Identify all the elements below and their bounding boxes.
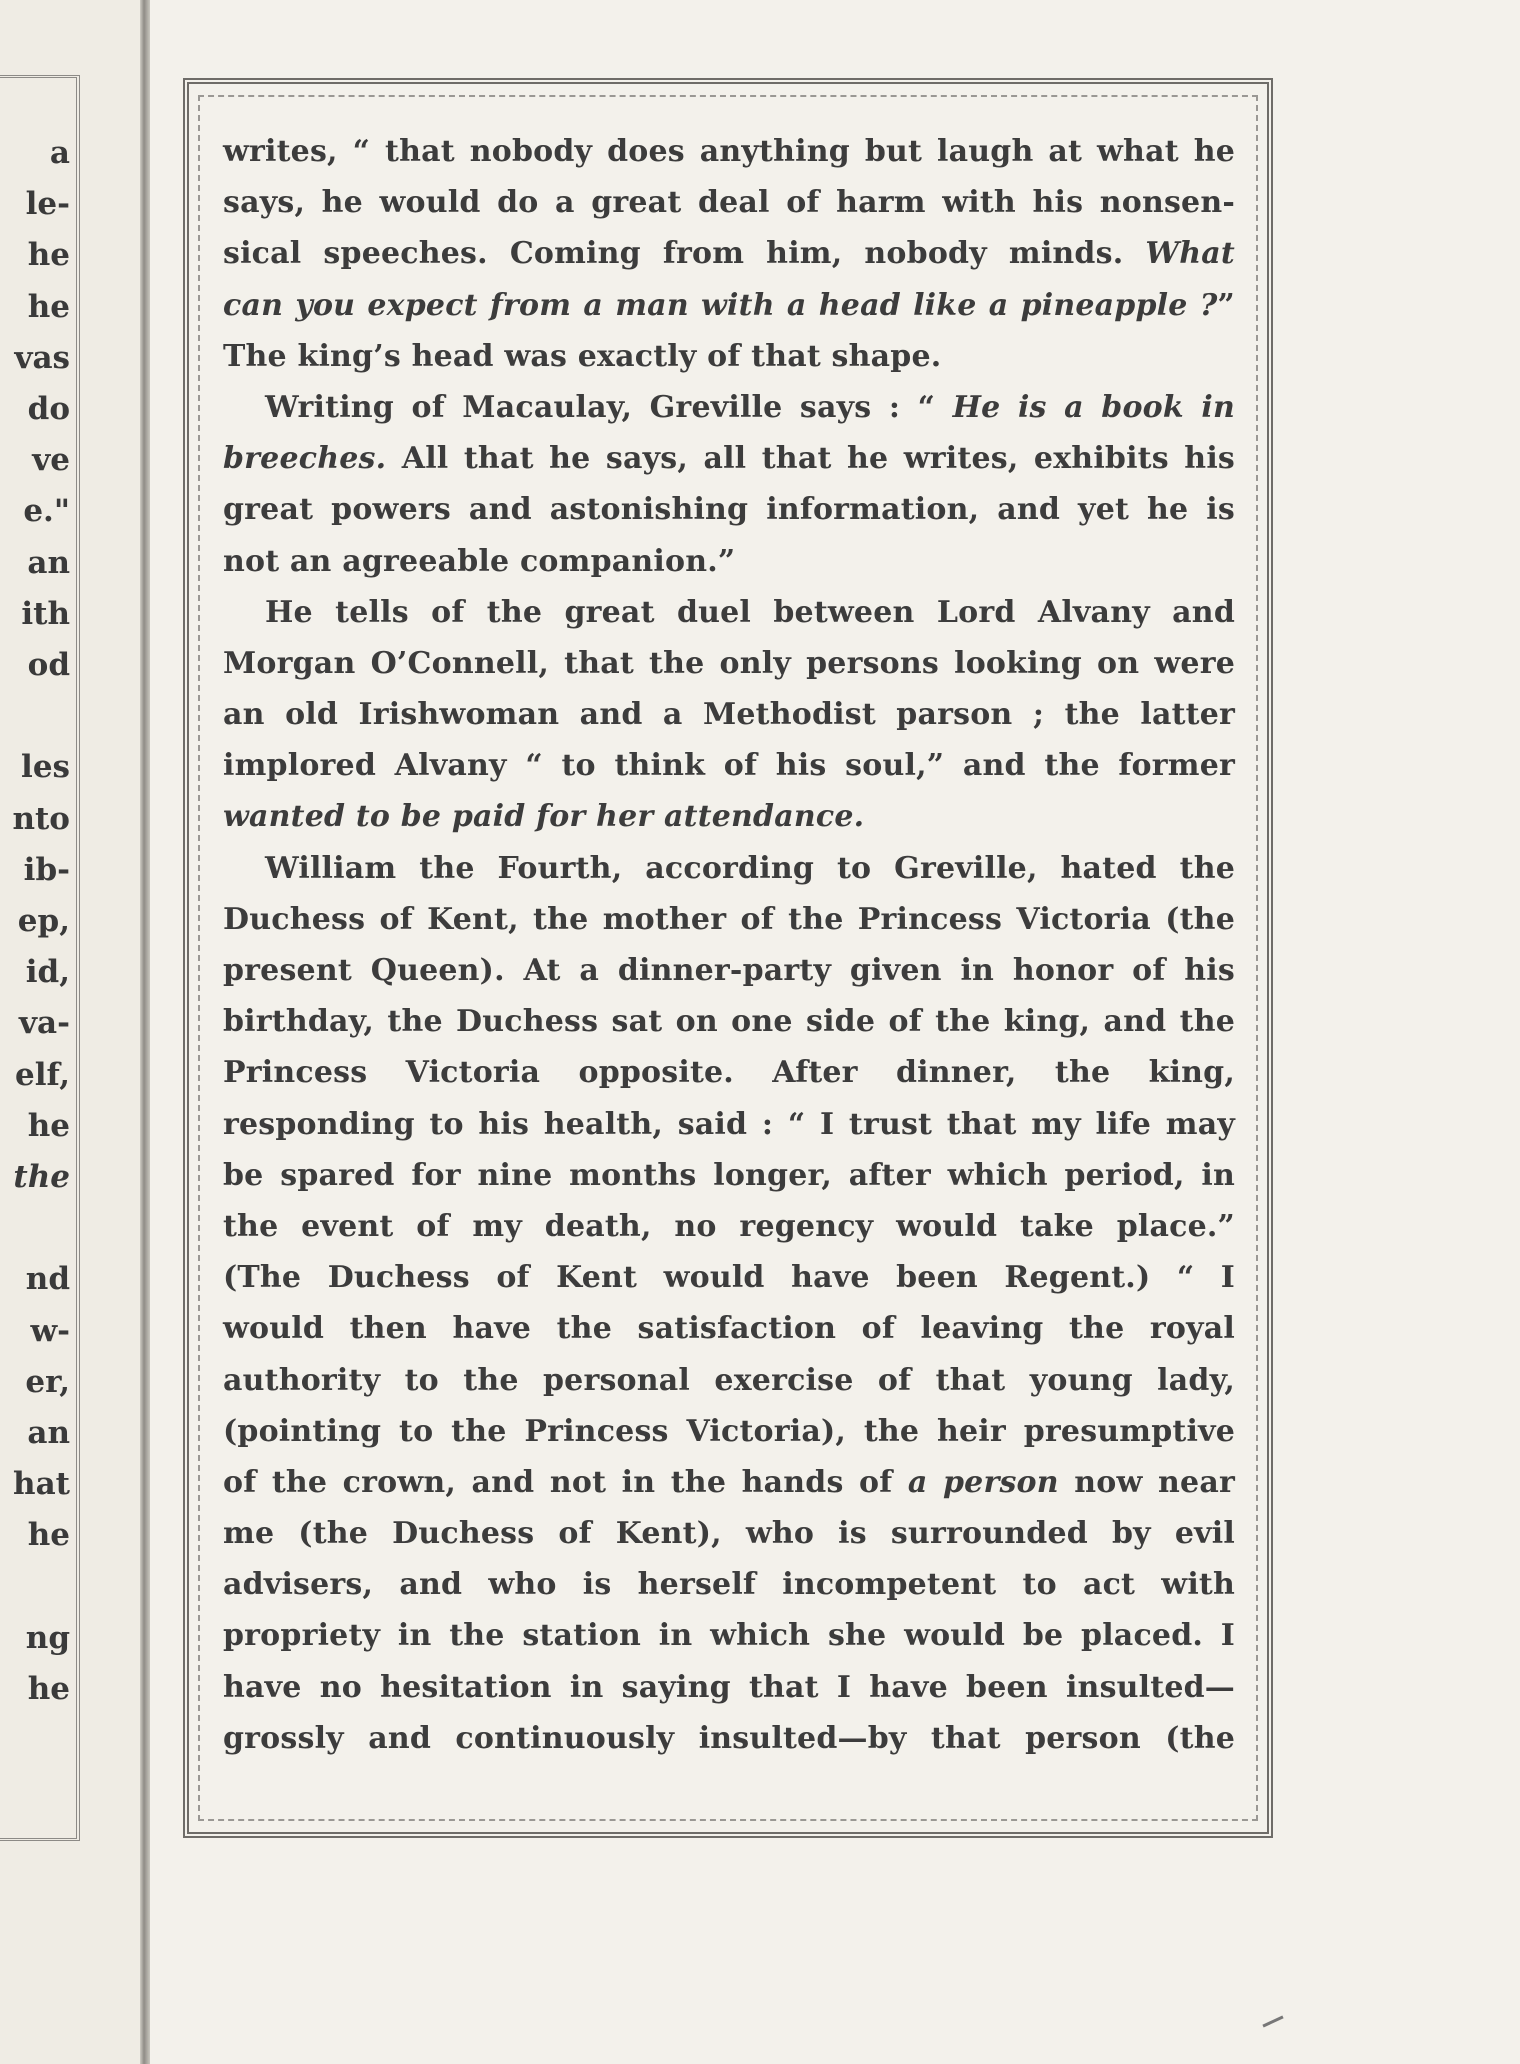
text-segment: sical speeches. Coming from him, nobody minds. [223,236,1146,272]
text-segment: (The Duchess of Kent would have been Regent.) “ I [223,1260,1235,1296]
left-page-word: ng [25,1619,70,1656]
left-page-word: va- [19,1005,70,1042]
italic-text-segment: He is a book in [952,389,1235,425]
text-segment: ” [1217,287,1235,323]
left-page-word: od [27,647,70,683]
left-page-word: id, [25,954,70,991]
text-line [223,1713,1235,1764]
text-segment: responding to his health, said : “ I trust that my life may [223,1106,1235,1142]
text-line [223,689,1235,740]
text-line [223,228,1235,279]
left-page-word: er, [25,1363,70,1400]
text-segment: implored Alvany “ to think of his soul,” and the former [223,748,1235,784]
text-line [223,1457,1235,1508]
text-line [223,1355,1235,1406]
text-line [223,1252,1235,1303]
text-line [223,484,1235,535]
left-page-word: ep, [17,903,70,939]
text-line [223,382,1235,433]
text-segment: grossly and continuously insulted—by that person (the [223,1720,1235,1756]
text-segment: Princess Victoria opposite. After dinner, the king, [223,1055,1235,1091]
text-segment: me (the Duchess of Kent), who is surrounded by evil [223,1516,1235,1552]
text-line [223,331,1235,382]
left-page-word: w- [30,1312,70,1349]
text-line [223,126,1235,177]
text-segment: advisers, and who is herself incompetent to act with [223,1567,1235,1603]
text-line [223,1662,1235,1713]
text-segment: Morgan O’Connell, that the only persons looking on were [223,645,1235,681]
text-segment: writes, “ that nobody does anything but laugh at what he [223,134,1235,169]
left-page-word: e." [23,493,70,530]
text-segment: birthday, the Duchess sat on one side of the king, and the [223,1004,1235,1040]
text-segment: great powers and astonishing information, and yet he is [223,492,1235,528]
left-page-word: ve [32,442,70,479]
text-line [223,1559,1235,1610]
text-segment: now near [1058,1464,1235,1500]
left-page-word: le- [25,186,70,223]
text-line [223,1099,1235,1150]
left-page-word: he [27,1107,70,1144]
text-segment: not an agreeable companion.” [223,543,736,579]
left-page-word: he [27,1517,70,1554]
italic-text-segment: a person [907,1464,1059,1500]
text-line [223,177,1235,228]
text-line [223,1406,1235,1457]
left-page-word: a [49,135,70,171]
text-segment: The king’s head was exactly of that shape. [223,338,942,374]
left-page-word: nto [12,800,70,837]
text-segment: propriety in the station in which she would be placed. I [223,1618,1235,1654]
text-line [223,433,1235,484]
text-segment: William the Fourth, according to Greville, hated the [265,850,1235,886]
text-segment: Writing of Macaulay, Greville says : “ [265,389,953,425]
left-page-word: hat [13,1466,70,1503]
text-segment: He tells of the great duel between Lord Alvany and [265,594,1235,630]
text-segment: of the crown, and not in the hands of [223,1464,908,1500]
text-line [223,1508,1235,1559]
left-page-word: he [27,288,70,325]
text-segment: the event of my death, no regency would take place.” [223,1208,1235,1244]
text-segment: present Queen). At a dinner-party given in honor of his [223,953,1235,988]
text-line [223,1610,1235,1661]
left-page-word: an [27,544,70,581]
text-line [223,791,1235,842]
text-segment: would then have the satisfaction of leaving the royal [223,1311,1235,1347]
text-segment: have no hesitation in saying that I have been insulted— [223,1669,1235,1705]
left-page-word: do [27,391,70,427]
text-line [223,1201,1235,1252]
left-page-word: les [21,749,70,786]
left-page-word: ib- [23,851,70,888]
left-page-word: vas [14,339,70,376]
left-page-word: he [27,237,70,274]
book-gutter [140,0,150,2064]
text-line [223,945,1235,996]
left-page-word: ith [21,595,70,632]
text-line [223,740,1235,791]
text-line [223,1047,1235,1098]
left-page-word: nd [25,1261,70,1298]
text-segment: says, he would do a great deal of harm with his nonsen- [223,185,1235,221]
text-line [223,587,1235,638]
left-page-word: elf, [15,1056,70,1093]
text-segment: be spared for nine months longer, after which period, in [223,1157,1235,1193]
text-segment: Duchess of Kent, the mother of the Princess Victoria (the [223,901,1235,937]
left-page-word: he [27,1671,70,1707]
text-segment: (pointing to the Princess Victoria), the heir presumptive [223,1413,1235,1449]
italic-text-segment: can you expect from a man with a head like a pineapple ? [223,287,1218,323]
text-line [223,894,1235,945]
italic-text-segment: wanted to be paid for her attendance. [223,799,865,835]
text-line [223,280,1235,331]
text-line [223,1150,1235,1201]
page-mark [1262,2015,1283,2027]
text-segment: an old Irishwoman and a Methodist parson ; the latter [223,697,1235,733]
left-page-word: the [13,1159,70,1195]
italic-text-segment: What [1145,236,1235,272]
left-page-word: an [27,1415,70,1451]
text-segment: authority to the personal exercise of that young lady, [223,1362,1235,1398]
text-line [223,843,1235,894]
italic-text-segment: breeches. [223,441,387,477]
page-text-block [223,126,1235,1764]
text-line [223,996,1235,1047]
text-line [223,536,1235,587]
text-line [223,638,1235,689]
text-segment: All that he says, all that he writes, exhibits his [386,441,1235,477]
text-line [223,1303,1235,1354]
